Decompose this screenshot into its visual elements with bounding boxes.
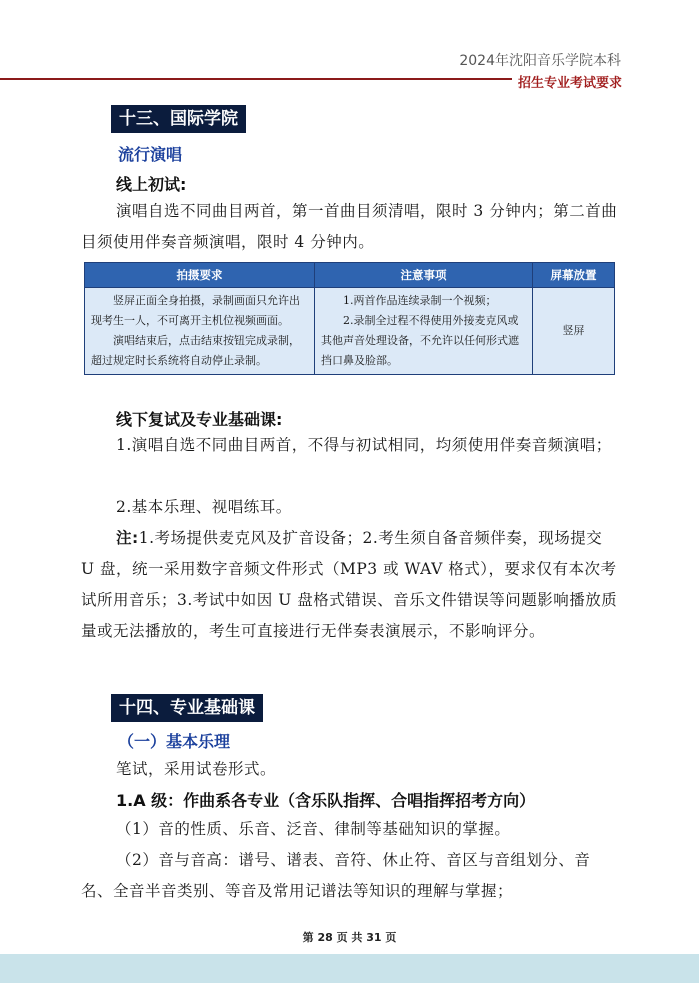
online-requirements: 演唱自选不同曲目两首，第一首曲目须清唱，限时 3 分钟内；第二首曲目须使用伴奏音频演唱，限时 4 分钟内。 [81,202,618,251]
note-label: 注: [116,529,139,547]
table-cell-screen: 竖屏 [533,288,615,375]
footer-band [0,954,699,983]
table-header-notes: 注意事项 [315,263,533,288]
notes-text-2: 2.录制全过程不得使用外接麦克风或其他声音处理设备，不允许以任何形式遮挡口鼻及脸部。 [321,314,519,367]
exam-form: 笔试，采用试卷形式。 [116,760,277,778]
section-13-title: 十三、国际学院 [111,105,246,133]
table-cell-filming [85,288,315,375]
header-subtitle: 招生专业考试要求 [512,72,622,91]
note-paragraph [81,523,621,647]
page-number: 第 28 页 共 31 页 [302,931,397,944]
section-14-title: 十四、专业基础课 [111,694,263,722]
major-title: 流行演唱 [118,145,183,164]
table-header-row [85,263,615,288]
offline-item-1: 1.演唱自选不同曲目两首，不得与初试相同，均须使用伴奏音频演唱； [116,436,612,454]
notes-text-1: 1.两首作品连续录制一个视频； [343,294,497,307]
table-cell-notes [315,288,533,375]
filming-text-2: 演唱结束后，点击结束按钮完成录制，超过规定时长系统将自动停止录制。 [91,334,300,367]
basic-theory-title: （一）基本乐理 [118,732,231,751]
offline-heading: 线下复试及专业基础课: [116,410,283,429]
filming-text-1: 竖屏正面全身拍摄，录制画面只允许出现考生一人，不可离开主机位视频画面。 [91,294,300,327]
filming-requirements-table [84,262,615,375]
level-a-heading: 1.A 级：作曲系各专业（含乐队指挥、合唱指挥招考方向） [116,791,536,810]
note-text: 1.考场提供麦克风及扩音设备；2.考生须自备音频伴奏，现场提交 U 盘，统一采用数字音频文件形式（MP3 或 WAV 格式），要求仅有本次考试所用音乐；3.考试中如因 U 盘格式错误、音乐文件错误等问题影响播放质量或无法播放的，考生可直接进行无伴奏表演展示，不影响评分。 [81,529,618,640]
table-header-screen: 屏幕放置 [533,263,615,288]
online-heading: 线上初试: [116,175,187,194]
table-header-filming: 拍摄要求 [85,263,315,288]
theory-item-2: （2）音与音高：谱号、谱表、音符、休止符、音区与音组划分、音名、全音半音类别、等音及常用记谱法等知识的理解与掌握； [81,851,591,900]
offline-item-2: 2.基本乐理、视唱练耳。 [116,498,292,516]
theory-item-1: （1）音的性质、乐音、泛音、律制等基础知识的掌握。 [116,820,511,838]
table-row [85,288,615,375]
header-school-title: 2024年沈阳音乐学院本科 [459,53,621,69]
